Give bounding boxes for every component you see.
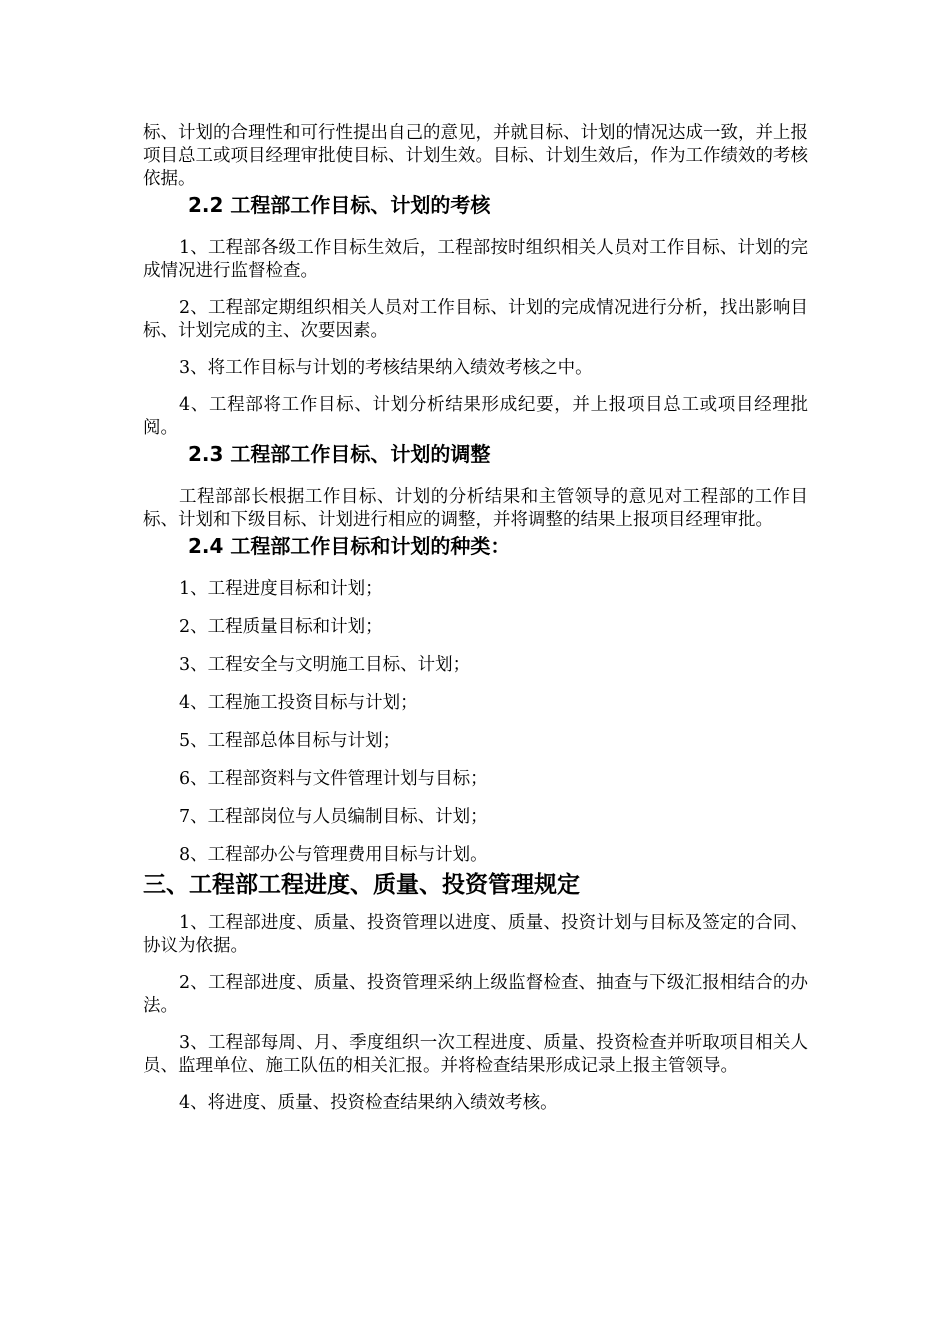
- paragraph: 3、将工作目标与计划的考核结果纳入绩效考核之中。: [179, 358, 593, 378]
- list-item: 1、工程进度目标和计划；: [179, 579, 383, 599]
- section-heading-2-3: 2.3 工程部工作目标、计划的调整: [188, 442, 491, 466]
- paragraph: 1、工程部各级工作目标生效后，工程部按时组织相关人员对工作目标、计划的完成情况进行监督检查。: [143, 238, 808, 281]
- section-heading-2-2: 2.2 工程部工作目标、计划的考核: [188, 193, 491, 217]
- list-item: 8、工程部办公与管理费用目标与计划。: [179, 845, 488, 865]
- paragraph: 4、工程部将工作目标、计划分析结果形成纪要，并上报项目总工或项目经理批阅。: [143, 395, 808, 438]
- paragraph: 2、工程部进度、质量、投资管理采纳上级监督检查、抽查与下级汇报相结合的办法。: [143, 973, 808, 1016]
- paragraph: 1、工程部进度、质量、投资管理以进度、质量、投资计划与目标及签定的合同、协议为依据。: [143, 913, 808, 956]
- paragraph: 3、工程部每周、月、季度组织一次工程进度、质量、投资检查并听取项目相关人员、监理单位、施工队伍的相关汇报。并将检查结果形成记录上报主管领导。: [143, 1033, 808, 1076]
- document-page: [143, 122, 808, 1115]
- paragraph: 工程部部长根据工作目标、计划的分析结果和主管领导的意见对工程部的工作目标、计划和下级目标、计划进行相应的调整，并将调整的结果上报项目经理审批。: [143, 487, 808, 530]
- list-item: 2、工程质量目标和计划；: [179, 617, 383, 637]
- paragraph: 4、将进度、质量、投资检查结果纳入绩效考核。: [179, 1093, 558, 1113]
- paragraph: 2、工程部定期组织相关人员对工作目标、计划的完成情况进行分析，找出影响目标、计划完成的主、次要因素。: [143, 298, 808, 341]
- list-item: 5、工程部总体目标与计划；: [179, 731, 401, 751]
- section-heading-3: 三、工程部工程进度、质量、投资管理规定: [143, 872, 580, 898]
- section-heading-2-4: 2.4 工程部工作目标和计划的种类：: [188, 534, 511, 558]
- list-item: 3、工程安全与文明施工目标、计划；: [179, 655, 471, 675]
- list-item: 6、工程部资料与文件管理计划与目标；: [179, 769, 488, 789]
- intro-paragraph: 标、计划的合理性和可行性提出自己的意见，并就目标、计划的情况达成一致，并上报项目总工或项目经理审批使目标、计划生效。目标、计划生效后，作为工作绩效的考核依据。: [143, 123, 808, 189]
- list-item: 7、工程部岗位与人员编制目标、计划；: [179, 807, 488, 827]
- list-item: 4、工程施工投资目标与计划；: [179, 693, 418, 713]
